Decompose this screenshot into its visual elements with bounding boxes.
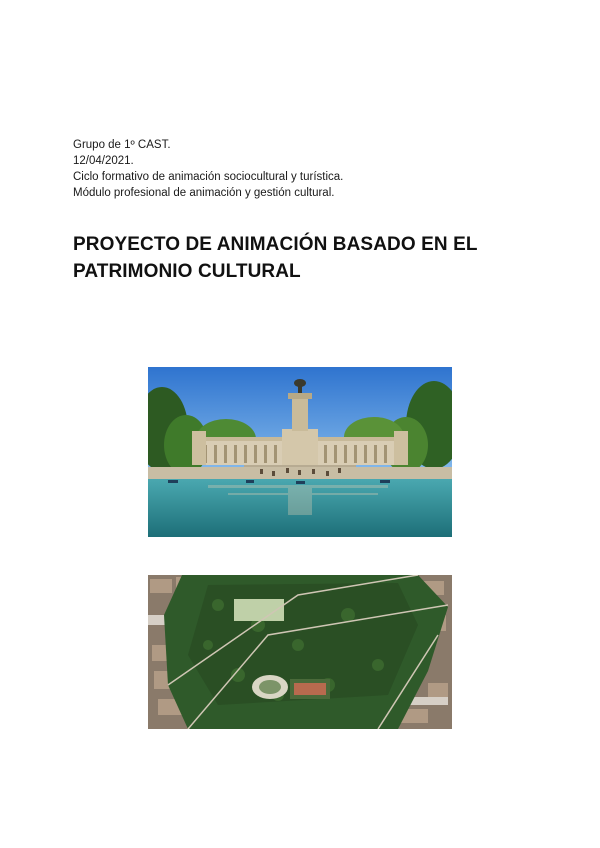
group-line: Grupo de 1º CAST. <box>73 139 171 151</box>
module-line: Módulo profesional de animación y gestión cultural. <box>73 187 335 199</box>
document-header <box>73 137 343 201</box>
date-line: 12/04/2021. <box>73 155 134 167</box>
aerial-park-photo <box>148 575 452 729</box>
monument-photo <box>148 367 452 537</box>
document-title: PROYECTO DE ANIMACIÓN BASADO EN EL PATRIMONIO CULTURAL <box>73 234 478 282</box>
cycle-line: Ciclo formativo de animación sociocultural y turística. <box>73 171 344 183</box>
